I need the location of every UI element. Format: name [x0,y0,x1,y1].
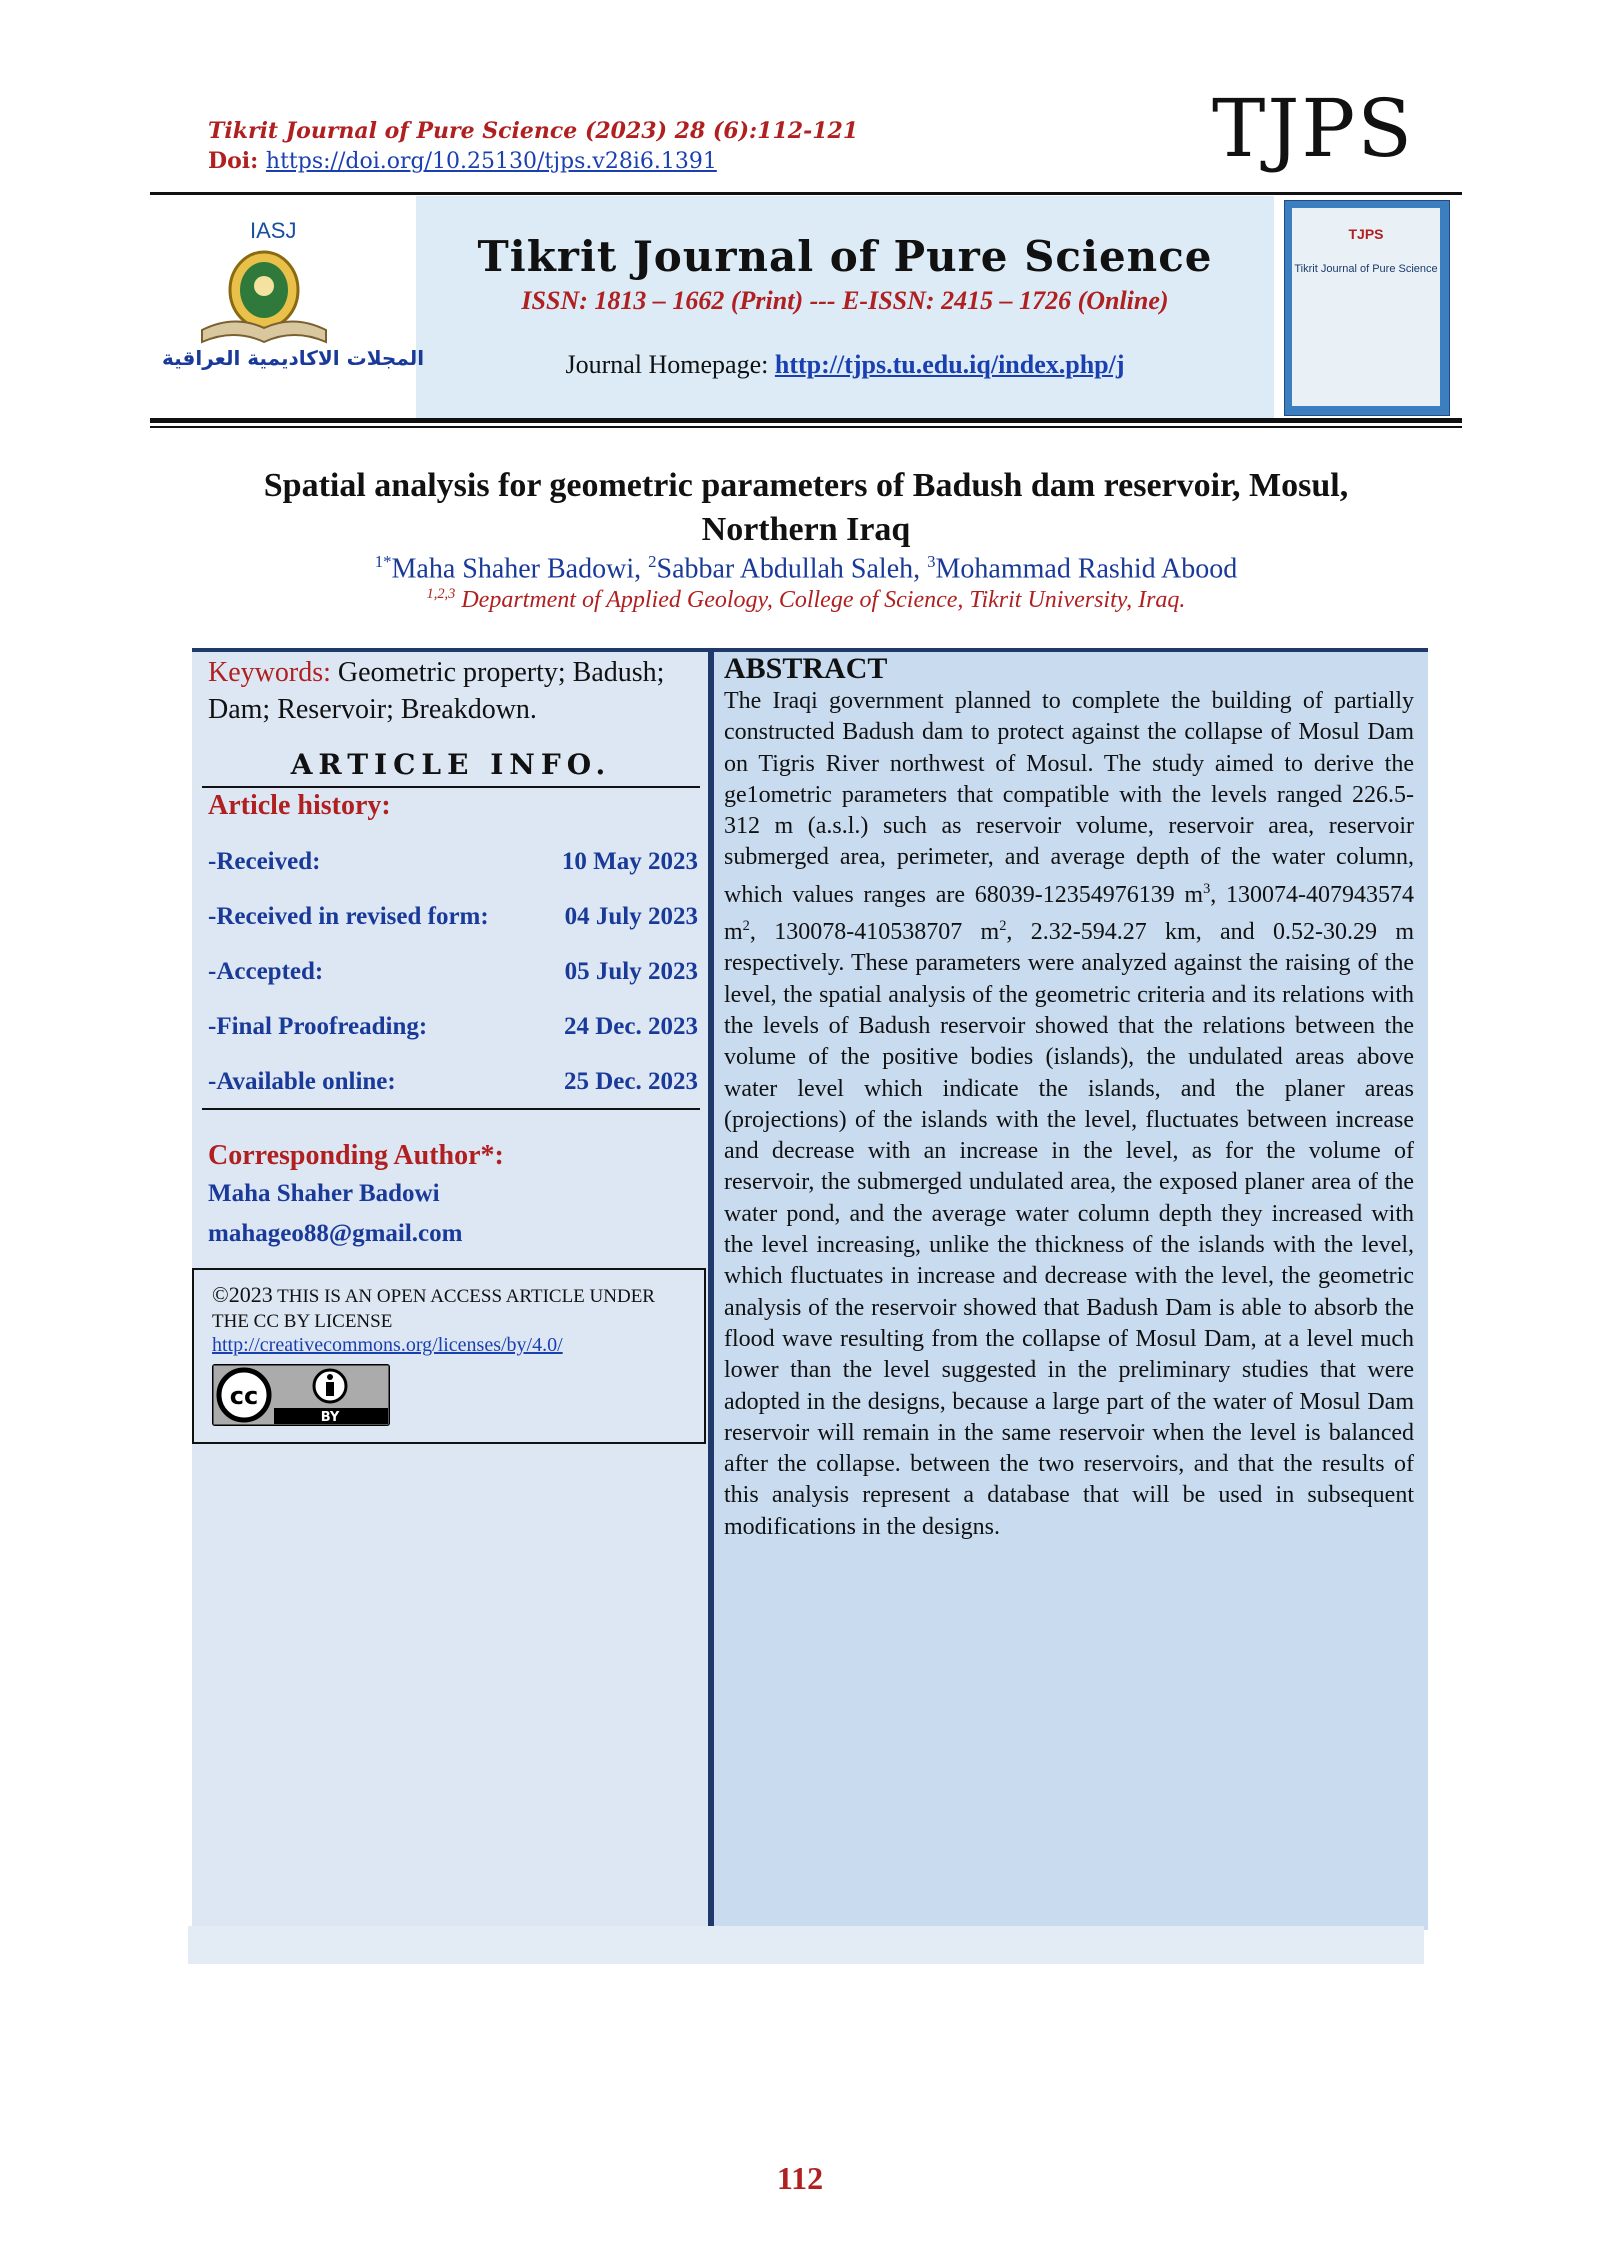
article-history-title: Article history: [208,790,391,821]
corresponding-author-label: Corresponding Author*: [208,1140,504,1171]
homepage-label: Journal Homepage: [565,350,769,379]
abstract-heading: ABSTRACT [724,652,888,685]
history-row-revised [208,903,698,931]
abstract-body [724,686,1414,1543]
cc-label: cc [229,1382,259,1410]
keywords-text: Geometric property; Badush; Dam; Reservoir; Breakdown. [208,657,665,725]
corresponding-author-email[interactable]: mahageo88@gmail.com [208,1220,463,1247]
history-label: -Received: [208,848,321,875]
author-list [150,552,1462,585]
panel-divider [708,648,714,1926]
license-text [212,1282,692,1334]
journal-title: Tikrit Journal of Pure Science [477,232,1213,281]
history-label: -Accepted: [208,958,324,985]
affiliation [150,586,1462,614]
abstract-text-d: , 2.32-594.27 km, and 0.52-30.29 m respectively. These parameters were analyzed against the raising of the level, the spatial analysis of the geometric criteria and its relations with the levels of Badush reservoir showed that the relations between the volume of the positive bodies (islands), the undulated areas above water level which indicate the islands, and the planer areas (projections) of the islands with the level, fluctuates between increase and decrease with an increase in the level, as for the volume of reservoir, the submerged undulated area, the exposed planer area of the water pond, and the average water column depth they increased with the level increasing, unlike the thickness of the islands with the level, which fluctuates in increase and decrease with the level, the geometric analysis of the reservoir showed that Badush Dam is able to absorb the flood wave resulting from the collapse of Mosul Dam, at a level much lower than the level suggested in the preliminary studies that were adopted in the designs, because a large part of the water of Mosul Dam reservoir will remain in the same reservoir when the level is balanced after the collapse. between the two reservoirs, and that the results of this analysis represent a database that will be used in subsequent modifications in the designs. [724,919,1414,1540]
affiliation-text: Department of Applied Geology, College of Science, Tikrit University, Iraq. [455,587,1186,613]
iasj-emblem-icon [194,244,334,354]
abstract-text-b: , 130074-407943574 m [724,881,1414,946]
history-row-proofreading [208,1013,698,1041]
article-info-title: ARTICLE INFO. [290,748,612,781]
history-label: -Available online: [208,1068,396,1095]
cc-by-license-icon[interactable] [212,1364,390,1426]
homepage-link[interactable]: http://tjps.tu.edu.iq/index.php/j [774,350,1125,379]
corresponding-author-name: Maha Shaher Badowi [208,1180,440,1207]
author-3-name: Mohammad Rashid Abood [935,553,1238,585]
history-row-received [208,848,698,876]
license-copyright: ©2023 [212,1282,273,1307]
journal-homepage [416,350,1274,380]
by-label: BY [320,1410,340,1425]
author-1-name: Maha Shaher Badowi, [391,553,649,585]
issn-line: ISSN: 1813 – 1662 (Print) --- E-ISSN: 2415 – 1726 (Online) [521,286,1169,315]
affiliation-sup: 1,2,3 [426,586,456,602]
history-date: 25 Dec. 2023 [564,1068,698,1095]
paper-title-line-1: Spatial analysis for geometric parameters of Badush dam reservoir, Mosul, [263,467,1349,504]
history-row-accepted [208,958,698,986]
iasj-arabic-label: المجلات الاكاديمية العراقية [162,346,425,370]
author-2-sup: 2 [648,552,657,571]
paper-title [150,464,1462,552]
header-rule [150,192,1462,195]
history-date: 05 July 2023 [564,958,698,985]
article-info-rule [202,786,700,788]
history-date: 10 May 2023 [561,848,698,875]
abstract-sup-3: 2 [999,918,1007,935]
author-2-name: Sabbar Abdullah Saleh, [656,553,928,585]
tjps-logo: TJPS [1212,82,1415,175]
paper-title-line-2: Northern Iraq [701,511,911,548]
abstract-text-c: , 130078-410538707 m [749,919,1000,946]
page-number: 112 [776,2160,824,2196]
banner-rule-thick [150,418,1462,423]
doi-link[interactable]: https://doi.org/10.25130/tjps.v28i6.1391 [265,149,717,174]
keywords [208,654,698,728]
iasj-label: IASJ [250,218,297,243]
license-link[interactable]: http://creativecommons.org/licenses/by/4.0/ [212,1334,563,1356]
history-label: -Received in revised form: [208,903,489,930]
keywords-label: Keywords: [208,657,331,688]
history-date: 24 Dec. 2023 [564,1013,698,1040]
history-date: 04 July 2023 [564,903,698,930]
cover-title: TJPS [1348,226,1384,242]
abstract-sup-1: 3 [1203,880,1211,897]
history-label: -Final Proofreading: [208,1013,428,1040]
history-row-online [208,1068,698,1096]
banner-rule-thin [150,426,1462,428]
journal-citation: Tikrit Journal of Pure Science (2023) 28 (6):112-121 [208,118,859,144]
abstract-text-a: The Iraqi government planned to complete the building of partially constructed Badush dam to protect against the collapse of Mosul Dam on Tigris River northwest of Mosul. The study aimed to derive the ge1ometric parameters that compatible with the levels ranged 226.5-312 m (a.s.l.) such as reservoir volume, reservoir area, reservoir submerged area, perimeter, and average depth of the water column, which values ranges are 68039-12354976139 m [724,688,1414,908]
cover-subtitle: Tikrit Journal of Pure Science [1294,263,1438,275]
doi-label: Doi: [208,148,259,174]
history-rule [202,1108,700,1110]
abstract-sup-2: 2 [742,918,750,935]
author-3-sup: 3 [927,552,936,571]
license-statement: THIS IS AN OPEN ACCESS ARTICLE UNDER THE CC BY LICENSE [212,1286,655,1332]
author-1-sup: 1* [374,552,392,571]
panel-bottom-strip [188,1926,1424,1964]
doi-line [208,148,717,174]
